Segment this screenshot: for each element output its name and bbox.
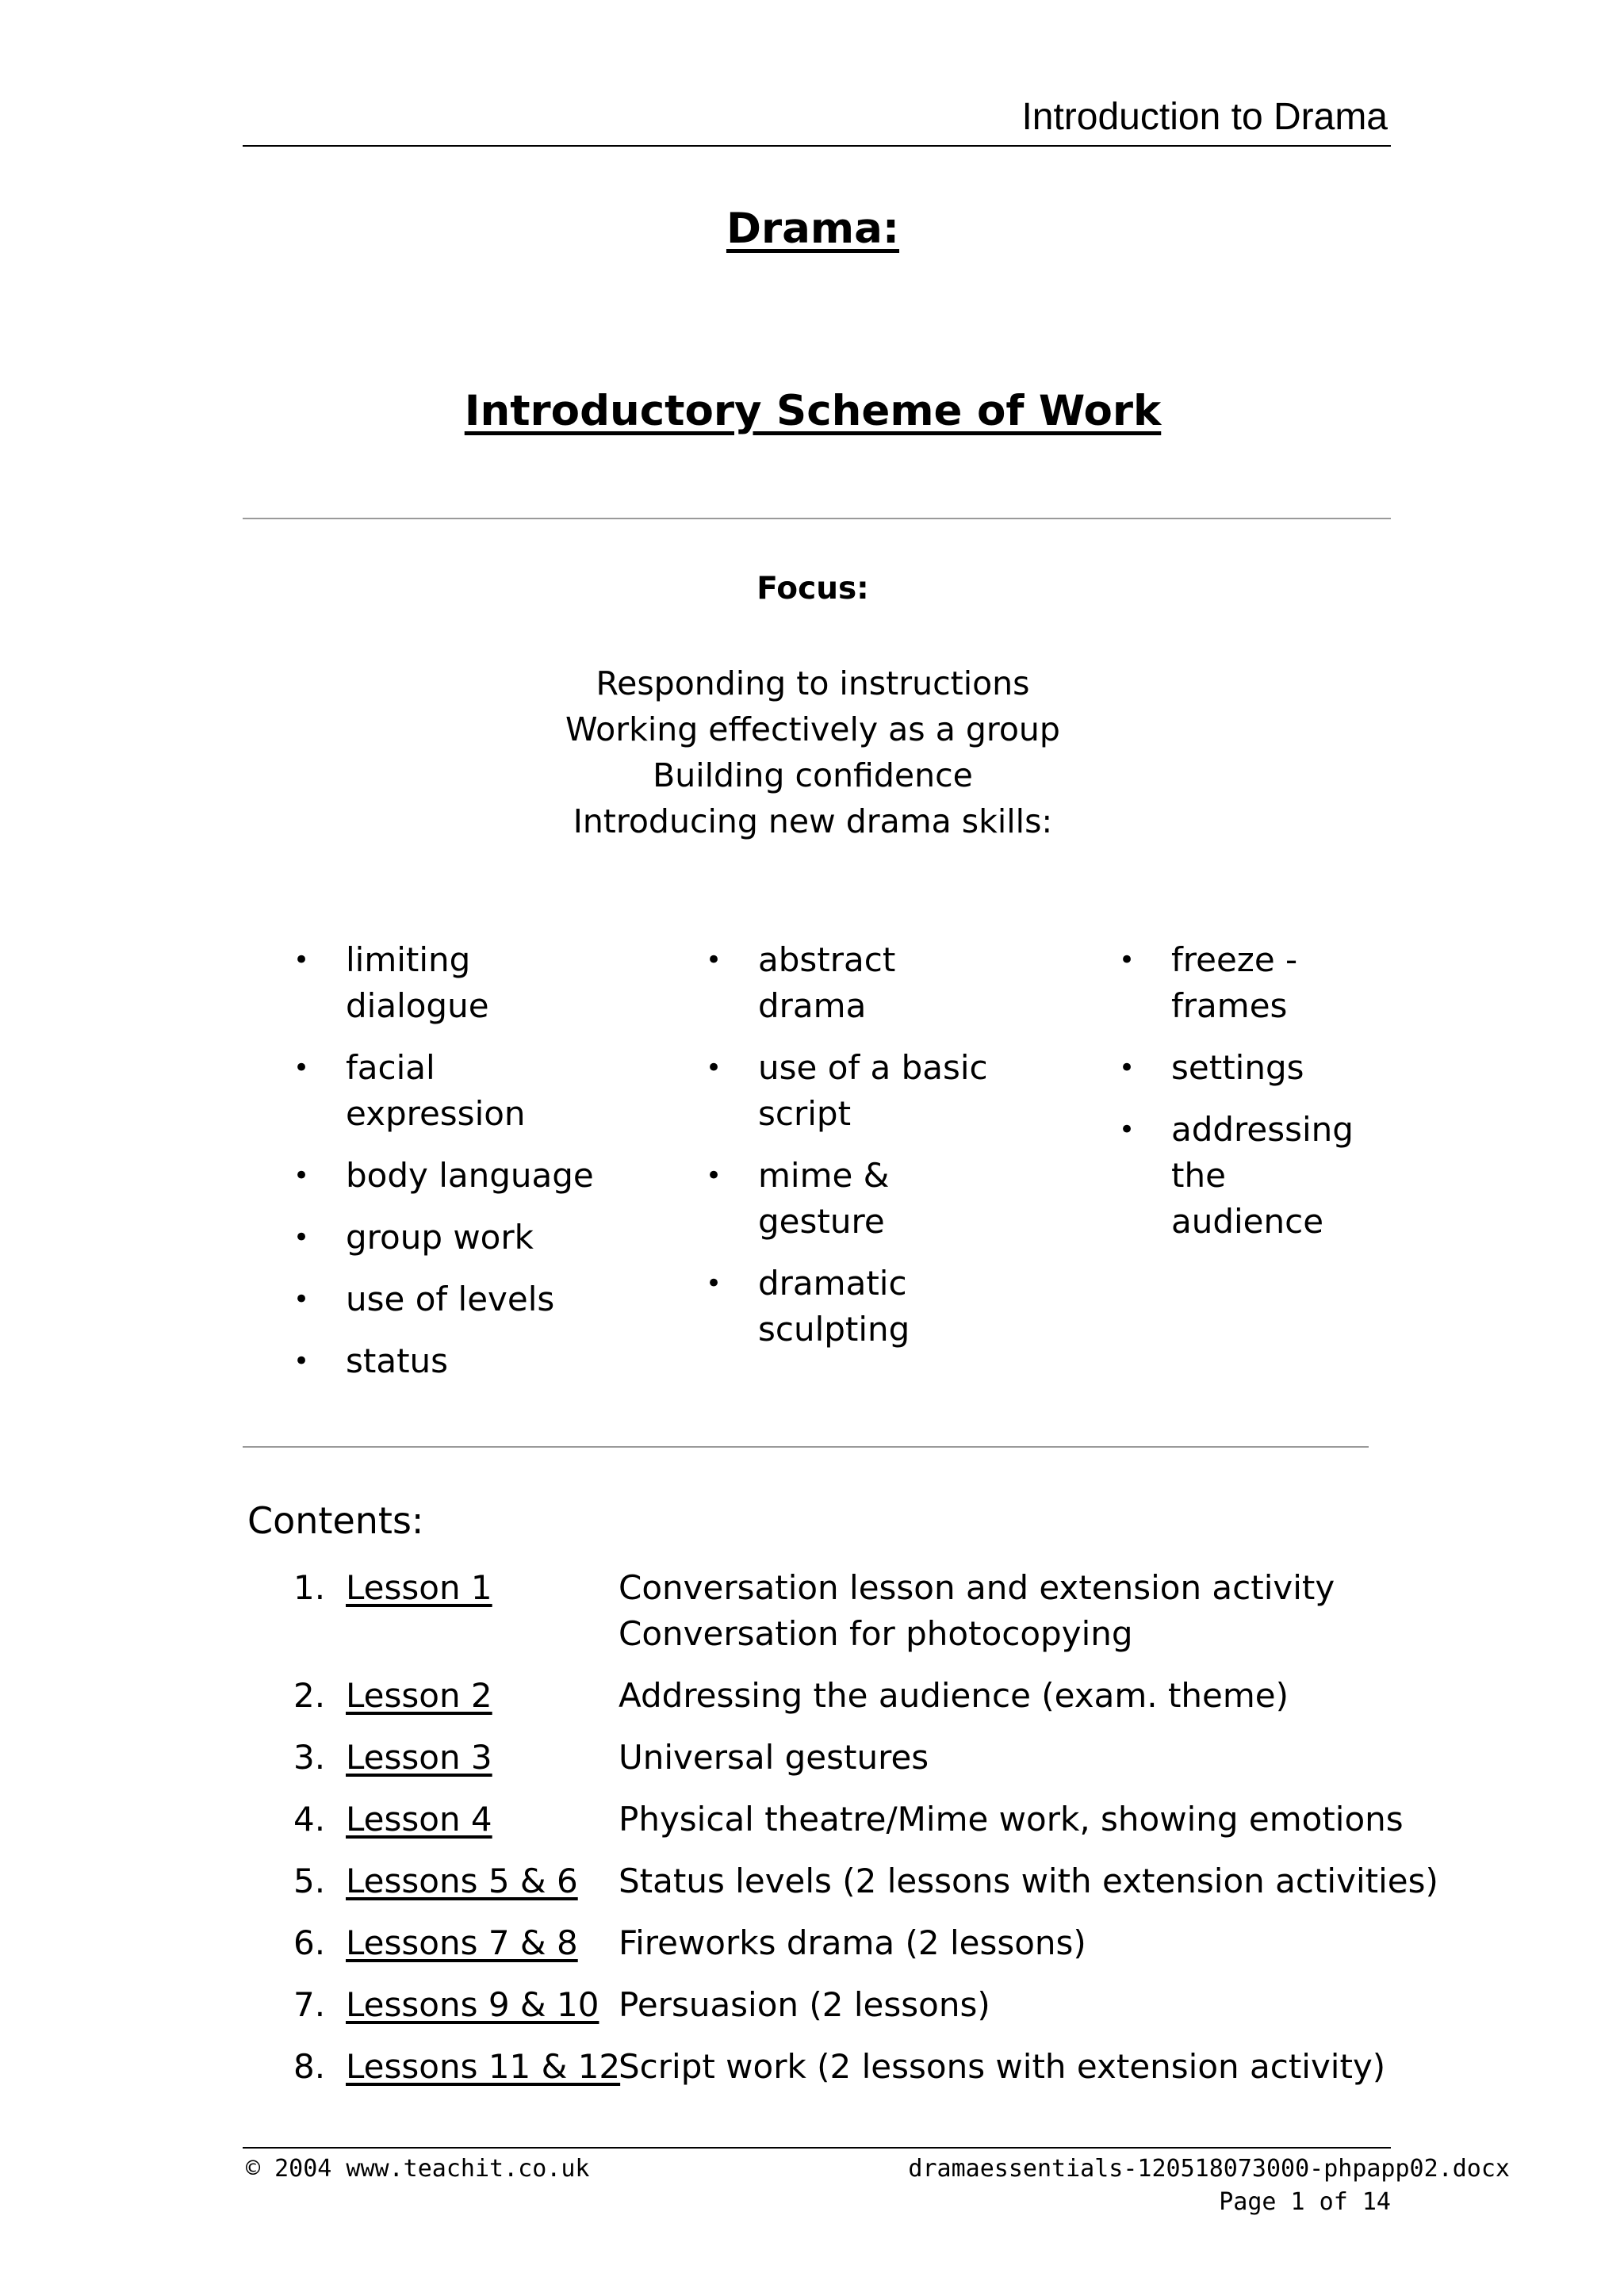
bullet-icon: •	[706, 1160, 722, 1192]
footer-page-number: Page 1 of 14	[1219, 2188, 1391, 2216]
skill-text: abstract	[758, 940, 896, 979]
focus-item: Working effectively as a group	[565, 710, 1060, 748]
skill-list-item	[293, 1276, 626, 1322]
bullet-icon: •	[1119, 1114, 1136, 1146]
section-divider-top	[243, 518, 1391, 519]
skill-text: settings	[1171, 1048, 1304, 1087]
lesson-link[interactable]: Lessons 9 & 10	[346, 1985, 599, 2024]
skill-text: frames	[1171, 986, 1288, 1025]
header-title: Introduction to Drama	[1021, 96, 1388, 138]
contents-item-number: 8.	[293, 2047, 326, 2086]
focus-list	[238, 660, 1388, 844]
contents-item	[293, 2044, 1419, 2090]
skill-text: dramatic	[758, 1264, 907, 1303]
bullet-icon: •	[293, 1222, 310, 1253]
skill-text: mime &	[758, 1156, 890, 1195]
contents-list	[293, 1565, 1438, 2106]
skill-list-item	[706, 1261, 1015, 1353]
bullet-icon: •	[293, 1052, 310, 1084]
skill-list-item	[293, 1153, 626, 1199]
focus-item: Building confidence	[653, 756, 973, 794]
skill-text: expression	[346, 1094, 526, 1133]
skill-text: facial	[346, 1048, 435, 1087]
footer-filename: dramaessentials-120518073000-phpapp02.docx	[908, 2155, 1510, 2183]
contents-item-number: 5.	[293, 1862, 326, 1900]
skill-list-item	[293, 1338, 626, 1384]
bullet-icon: •	[706, 1268, 722, 1299]
bullet-icon: •	[293, 1284, 310, 1315]
contents-item	[293, 1858, 1438, 1904]
skill-text: sculpting	[758, 1310, 910, 1349]
contents-item-description: Status levels (2 lessons with extension activities)	[619, 1862, 1438, 1900]
skill-text: the	[1171, 1156, 1226, 1195]
lesson-link[interactable]: Lesson 4	[346, 1800, 492, 1839]
contents-item-number: 1.	[293, 1568, 326, 1607]
contents-item	[293, 1735, 1419, 1781]
skill-text: limiting	[346, 940, 471, 979]
contents-item-description: Persuasion (2 lessons)	[619, 1985, 990, 2024]
focus-label: Focus:	[756, 571, 869, 607]
skill-text: use of levels	[346, 1280, 555, 1318]
skill-text: group work	[346, 1218, 534, 1257]
contents-item-number: 2.	[293, 1676, 326, 1715]
skill-text: freeze -	[1171, 940, 1298, 979]
skill-text: script	[758, 1094, 852, 1133]
skill-text: gesture	[758, 1202, 885, 1241]
contents-item-description: Conversation lesson and extension activity	[619, 1568, 1335, 1607]
contents-item-number: 3.	[293, 1738, 326, 1777]
bullet-icon: •	[293, 1345, 310, 1377]
contents-item	[293, 1920, 1419, 1966]
skill-text: use of a basic	[758, 1048, 988, 1087]
skills-column-2	[706, 937, 1015, 1368]
bullet-icon: •	[1119, 1052, 1136, 1084]
lesson-link[interactable]: Lessons 5 & 6	[346, 1862, 578, 1900]
skill-list-item	[293, 937, 626, 1029]
contents-item-number: 4.	[293, 1800, 326, 1839]
document-title: Drama:	[726, 205, 900, 253]
skill-list-item	[706, 1045, 1015, 1137]
contents-item	[293, 1565, 1419, 1657]
skill-list-item	[293, 1215, 626, 1261]
contents-item	[293, 1673, 1419, 1719]
focus-item: Introducing new drama skills:	[573, 802, 1053, 840]
contents-item-description: Conversation for photocopying	[619, 1614, 1133, 1653]
lesson-link[interactable]: Lesson 3	[346, 1738, 492, 1777]
header-rule	[243, 145, 1391, 147]
skill-text: status	[346, 1341, 449, 1380]
skill-list-item	[293, 1045, 626, 1137]
skill-list-item	[706, 1153, 1015, 1245]
skill-list-item	[1119, 937, 1381, 1029]
bullet-icon: •	[293, 944, 310, 976]
skill-text: addressing	[1171, 1110, 1354, 1149]
skill-text: dialogue	[346, 986, 489, 1025]
skill-text: body language	[346, 1156, 594, 1195]
bullet-icon: •	[706, 944, 722, 976]
lesson-link[interactable]: Lessons 7 & 8	[346, 1923, 578, 1962]
skill-list-item	[1119, 1045, 1381, 1091]
footer-copyright: © 2004 www.teachit.co.uk	[246, 2155, 590, 2183]
lesson-link[interactable]: Lesson 1	[346, 1568, 492, 1607]
contents-item-description: Universal gestures	[619, 1738, 929, 1777]
skill-list-item	[706, 937, 1015, 1029]
contents-item	[293, 1982, 1419, 2028]
skill-text: audience	[1171, 1202, 1324, 1241]
lesson-link[interactable]: Lesson 2	[346, 1676, 492, 1715]
contents-heading: Contents:	[247, 1499, 424, 1542]
skills-column-3	[1119, 937, 1381, 1261]
contents-item-number: 7.	[293, 1985, 326, 2024]
contents-item-description: Fireworks drama (2 lessons)	[619, 1923, 1086, 1962]
skill-list-item	[1119, 1107, 1381, 1245]
contents-item-description: Addressing the audience (exam. theme)	[619, 1676, 1289, 1715]
bullet-icon: •	[706, 1052, 722, 1084]
contents-item-number: 6.	[293, 1923, 326, 1962]
focus-item: Responding to instructions	[596, 664, 1030, 702]
skill-text: drama	[758, 986, 867, 1025]
bullet-icon: •	[293, 1160, 310, 1192]
footer-rule	[243, 2147, 1391, 2149]
contents-item	[293, 1797, 1419, 1843]
contents-item-description: Script work (2 lessons with extension activity)	[619, 2047, 1386, 2086]
skills-column-1	[293, 937, 626, 1400]
bullet-icon: •	[1119, 944, 1136, 976]
lesson-link[interactable]: Lessons 11 & 12	[346, 2047, 621, 2086]
contents-item-description: Physical theatre/Mime work, showing emotions	[619, 1800, 1404, 1839]
document-subtitle: Introductory Scheme of Work	[464, 387, 1162, 435]
section-divider-bottom	[243, 1446, 1369, 1448]
